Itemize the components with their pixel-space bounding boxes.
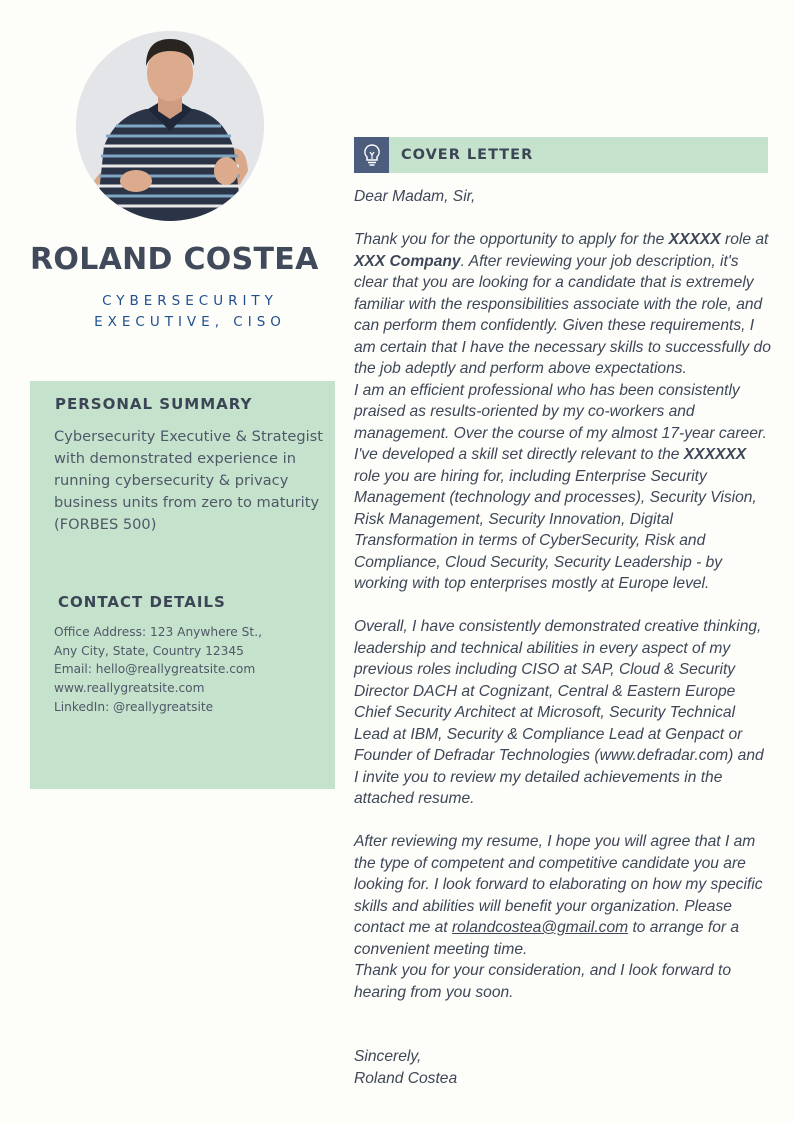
p1-company-placeholder: XXX Company xyxy=(354,252,461,270)
person-photo-icon xyxy=(76,31,264,221)
contact-list xyxy=(54,623,329,717)
letter-greeting: Dear Madam, Sir, xyxy=(354,188,476,205)
candidate-name: ROLAND COSTEA xyxy=(30,242,319,277)
personal-summary-heading: PERSONAL SUMMARY xyxy=(55,395,253,413)
cover-letter-heading: COVER LETTER xyxy=(401,147,534,163)
letter-paragraph-1 xyxy=(354,229,772,380)
personal-summary-text: Cybersecurity Executive & Strategist with demonstrated experience in running cybersecurity & privacy business units from zero to maturity (FORBES 500) xyxy=(54,428,323,533)
letter-paragraph-5: Thank you for your consideration, and I look forward to hearing from you soon. xyxy=(354,962,732,1001)
contact-linkedin: LinkedIn: @reallygreatsite xyxy=(54,699,214,714)
p2-role-placeholder: XXXXXX xyxy=(683,446,747,463)
p1-role-placeholder: XXXXX xyxy=(668,231,721,248)
letter-closing: Sincerely, xyxy=(354,1048,422,1065)
job-title-line-2: EXECUTIVE, CISO xyxy=(94,314,286,330)
letter-paragraph-3: Overall, I have consistently demonstrated creative thinking, leadership and technical abilities in every aspect of my previous roles including CISO at SAP, Cloud & Security Director DACH at Cognizant, Central & Eastern Europe Chief Security Architect at Microsoft, Security Technical Lead at IBM, Security & Compliance Lead at Genpact or Founder of Defradar Technologies (www.defradar.com) and I invite you to review my detailed achievements in the attached resume. xyxy=(354,618,764,807)
contact-website: www.reallygreatsite.com xyxy=(54,681,205,696)
p4-text-a: After reviewing my resume, I hope you will agree that I am the type of competent and competitive candidate you are looking for. I look forward to elaborating on how my specific skills and abilities will benefit your organization. Please contact me at xyxy=(354,833,763,936)
contact-address-line-2: Any City, State, Country 12345 xyxy=(54,643,244,658)
letter-signature: Roland Costea xyxy=(354,1069,458,1087)
cover-letter-icon-box xyxy=(354,137,389,173)
job-title xyxy=(60,291,320,333)
p1-text-a: Thank you for the opportunity to apply for the xyxy=(354,231,669,248)
profile-photo xyxy=(76,31,264,221)
job-title-line-1: CYBERSECURITY xyxy=(102,293,278,309)
p1-text-d: . After reviewing your job description, it's clear that you are looking for a candidate that is extremely familiar with the responsibilities associate with the role, and can perform them confidently. Given these requirements, I am certain that I have the necessary skills to successfully do the job adeptly and perform above expectations. xyxy=(354,252,771,377)
p4-text-b: to arrange for a convenient meeting time. xyxy=(354,919,740,958)
side-panel xyxy=(30,381,335,789)
p1-text-c: role at xyxy=(720,231,769,248)
p2-text-c: role you are hiring for, including Enterprise Security Management (technology and processes), Security Vision, Risk Management, Security Innovation, Digital Transformation in terms of CyberSecurity, Risk and Compliance, Cloud Security, Security Leadership - by working with top enterprises mostly at Europe level. xyxy=(354,467,757,592)
contact-email-link[interactable]: rolandcostea@gmail.com xyxy=(451,919,629,936)
contact-email: Email: hello@reallygreatsite.com xyxy=(54,662,256,677)
p2-text-a: I am an efficient professional who has been consistently praised as results-oriented by my co-workers and management. Over the course of my almost 17-year career. I've developed a skill set directly relevant to the xyxy=(354,381,767,463)
letter-paragraph-2 xyxy=(354,380,772,595)
contact-address-line-1: Office Address: 123 Anywhere St., xyxy=(54,625,262,639)
letter-body xyxy=(354,186,772,1089)
cover-letter-header xyxy=(354,137,768,173)
lightbulb-icon xyxy=(362,143,382,167)
contact-details-heading: CONTACT DETAILS xyxy=(58,593,226,611)
letter-paragraph-4 xyxy=(354,831,772,960)
